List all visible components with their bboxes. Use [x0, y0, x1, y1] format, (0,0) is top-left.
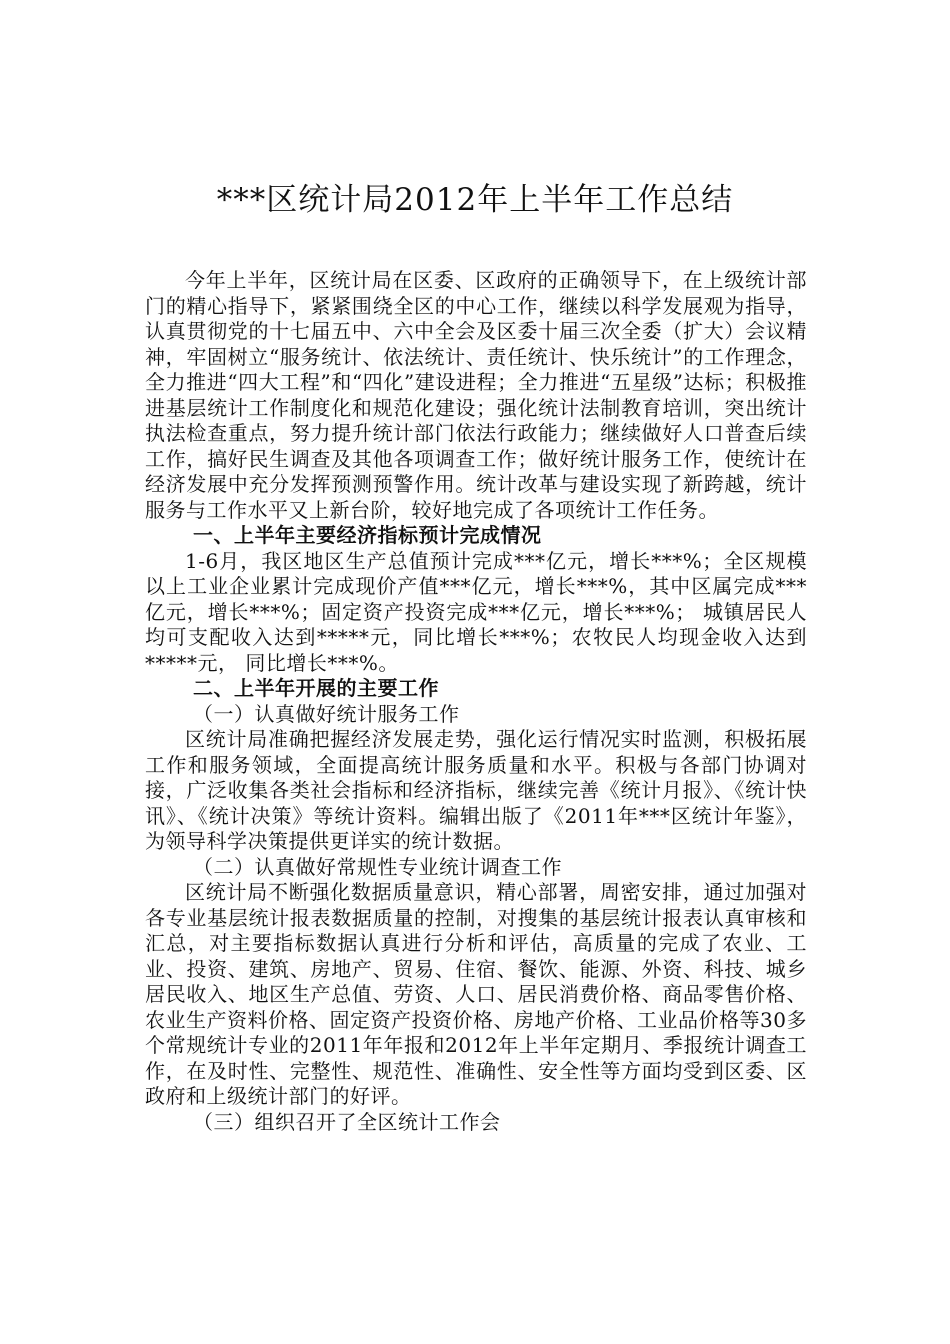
intro-paragraph: 今年上半年，区统计局在区委、区政府的正确领导下，在上级统计部门的精心指导下，紧紧围绕全区的中心工作，继续以科学发展观为指导，认真贯彻党的十七届五中、六中全会及区委十届三次全委（扩大）会议精神，牢固树立“服务统计、依法统计、责任统计、快乐统计”的工作理念，全力推进“四大工程”和“四化”建设进程；全力推进“五星级”达标；积极推进基层统计工作制度化和规范化建设；强化统计法制教育培训，突出统计执法检查重点，努力提升统计部门依法行政能力；继续做好人口普查后续工作，搞好民生调查及其他各项调查工作；做好统计服务工作，使统计在经济发展中充分发挥预测预警作用。统计改革与建设实现了新跨越，统计服务与工作水平又上新台阶，较好地完成了各项统计工作任务。 — [145, 268, 807, 522]
document-body — [145, 268, 807, 1135]
subsection-heading-work-meeting: （三）组织召开了全区统计工作会 — [193, 1109, 501, 1134]
regular-surveys-paragraph: 区统计局不断强化数据质量意识，精心部署，周密安排，通过加强对各专业基层统计报表数据质量的控制，对搜集的基层统计报表认真审核和汇总，对主要指标数据认真进行分析和评估，高质量的完成了农业、工业、投资、建筑、房地产、贸易、住宿、餐饮、能源、外资、科技、城乡居民收入、地区生产总值、劳资、人口、居民消费价格、商品零售价格、农业生产资料价格、固定资产投资价格、房地产价格、工业品价格等30多个常规统计专业的2011年年报和2012年上半年定期月、季报统计调查工作，在及时性、完整性、规范性、准确性、安全性等方面均受到区委、区政府和上级统计部门的好评。 — [145, 880, 807, 1108]
statistics-service-paragraph: 区统计局准确把握经济发展走势，强化运行情况实时监测，积极拓展工作和服务领域，全面提高统计服务质量和水平。积极与各部门协调对接，广泛收集各类社会指标和经济指标，继续完善《统计月报》、《统计快讯》、《统计决策》等统计资料。编辑出版了《2011年***区统计年鉴》，为领导科学决策提供更详实的统计数据。 — [145, 727, 807, 853]
subsection-heading-statistics-service: （一）认真做好统计服务工作 — [193, 701, 460, 726]
indicators-paragraph: 1-6月，我区地区生产总值预计完成***亿元，增长***%；全区规模以上工业企业累计完成现价产值***亿元，增长***%，其中区属完成***亿元，增长***%；固定资产投资完成***亿元，增长***%； 城镇居民人均可支配收入达到*****元，同比增长***%；农牧民人均现金收入达到*****元， 同比增长***%。 — [145, 548, 807, 675]
subsection-heading-regular-surveys: （二）认真做好常规性专业统计调查工作 — [193, 854, 562, 879]
section-heading-main-work: 二、上半年开展的主要工作 — [193, 676, 439, 700]
section-heading-indicators: 一、上半年主要经济指标预计完成情况 — [193, 523, 542, 547]
document-title: ***区统计局2012年上半年工作总结 — [216, 182, 734, 218]
